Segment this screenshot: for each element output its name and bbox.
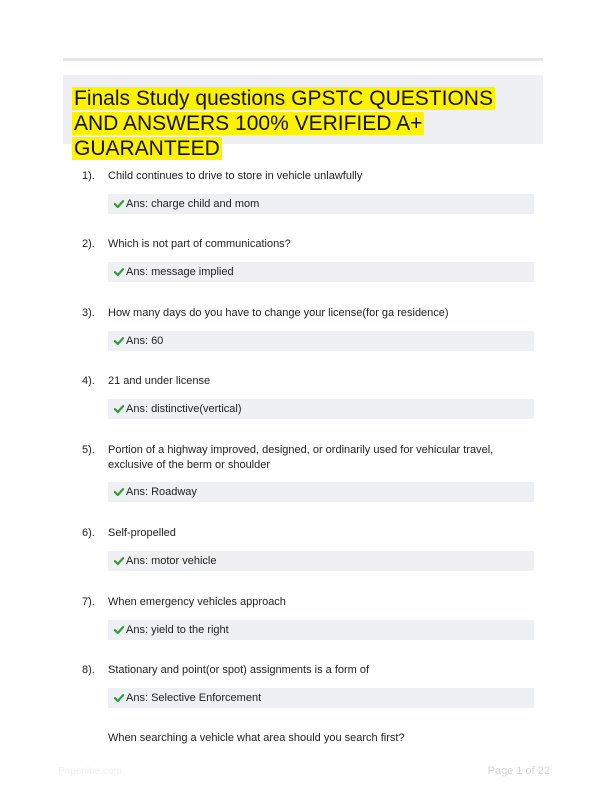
question-text: Stationary and point(or spot) assignments is a form of — [108, 664, 370, 676]
checkmark-icon — [114, 404, 124, 414]
checkmark-icon — [114, 625, 124, 635]
answer-text: Ans: yield to the right — [126, 624, 229, 636]
title-box — [63, 75, 543, 160]
question-text: Self-propelled — [108, 527, 176, 539]
answer-text: Ans: charge child and mom — [126, 198, 260, 210]
question-text: Which is not part of communications? — [108, 238, 291, 250]
question-number: 2). — [82, 238, 95, 250]
answer-box — [108, 399, 534, 419]
question-number: 6). — [82, 527, 95, 539]
checkmark-icon — [114, 693, 124, 703]
question-text: How many days do you have to change your license(for ga residence) — [108, 307, 449, 319]
checkmark-icon — [114, 336, 124, 346]
document-title — [72, 86, 538, 161]
answer-text: Ans: message implied — [126, 266, 234, 278]
question-text: When emergency vehicles approach — [108, 596, 286, 608]
checkmark-icon — [114, 556, 124, 566]
question-text: Portion of a highway improved, designed, or ordinarily used for vehicular travel, exclusive of the berm or shoulder — [108, 444, 494, 471]
question-text: Child continues to drive to store in vehicle unlawfully — [108, 170, 363, 182]
question-number: 3). — [82, 307, 95, 319]
answer-box — [108, 331, 534, 351]
top-divider — [63, 58, 543, 61]
question-number: 4). — [82, 375, 95, 387]
question-number: 7). — [82, 596, 95, 608]
answer-box — [108, 482, 534, 502]
answer-box — [108, 194, 534, 214]
answer-box — [108, 620, 534, 640]
answer-text: Ans: Selective Enforcement — [126, 692, 262, 704]
title-highlight: Finals Study questions GPSTC QUESTIONS AND ANSWERS 100% VERIFIED A+ GUARANTEED — [74, 87, 493, 160]
answer-text: Ans: 60 — [126, 335, 164, 347]
answer-box — [108, 688, 534, 708]
question-text: 21 and under license — [108, 375, 211, 387]
question-number: 1). — [82, 170, 95, 182]
question-number: 8). — [82, 664, 95, 676]
answer-box — [108, 262, 534, 282]
answer-text: Ans: distinctive(vertical) — [126, 403, 242, 415]
page-number: Page 1 of 22 — [487, 765, 550, 777]
checkmark-icon — [114, 267, 124, 277]
question-number: 5). — [82, 444, 95, 456]
footer-watermark: Paperlibe.com — [58, 766, 122, 777]
answer-box — [108, 551, 534, 571]
checkmark-icon — [114, 199, 124, 209]
checkmark-icon — [114, 487, 124, 497]
question-text: When searching a vehicle what area should you search first? — [108, 732, 405, 744]
answer-text: Ans: Roadway — [126, 486, 197, 498]
answer-text: Ans: motor vehicle — [126, 555, 217, 567]
